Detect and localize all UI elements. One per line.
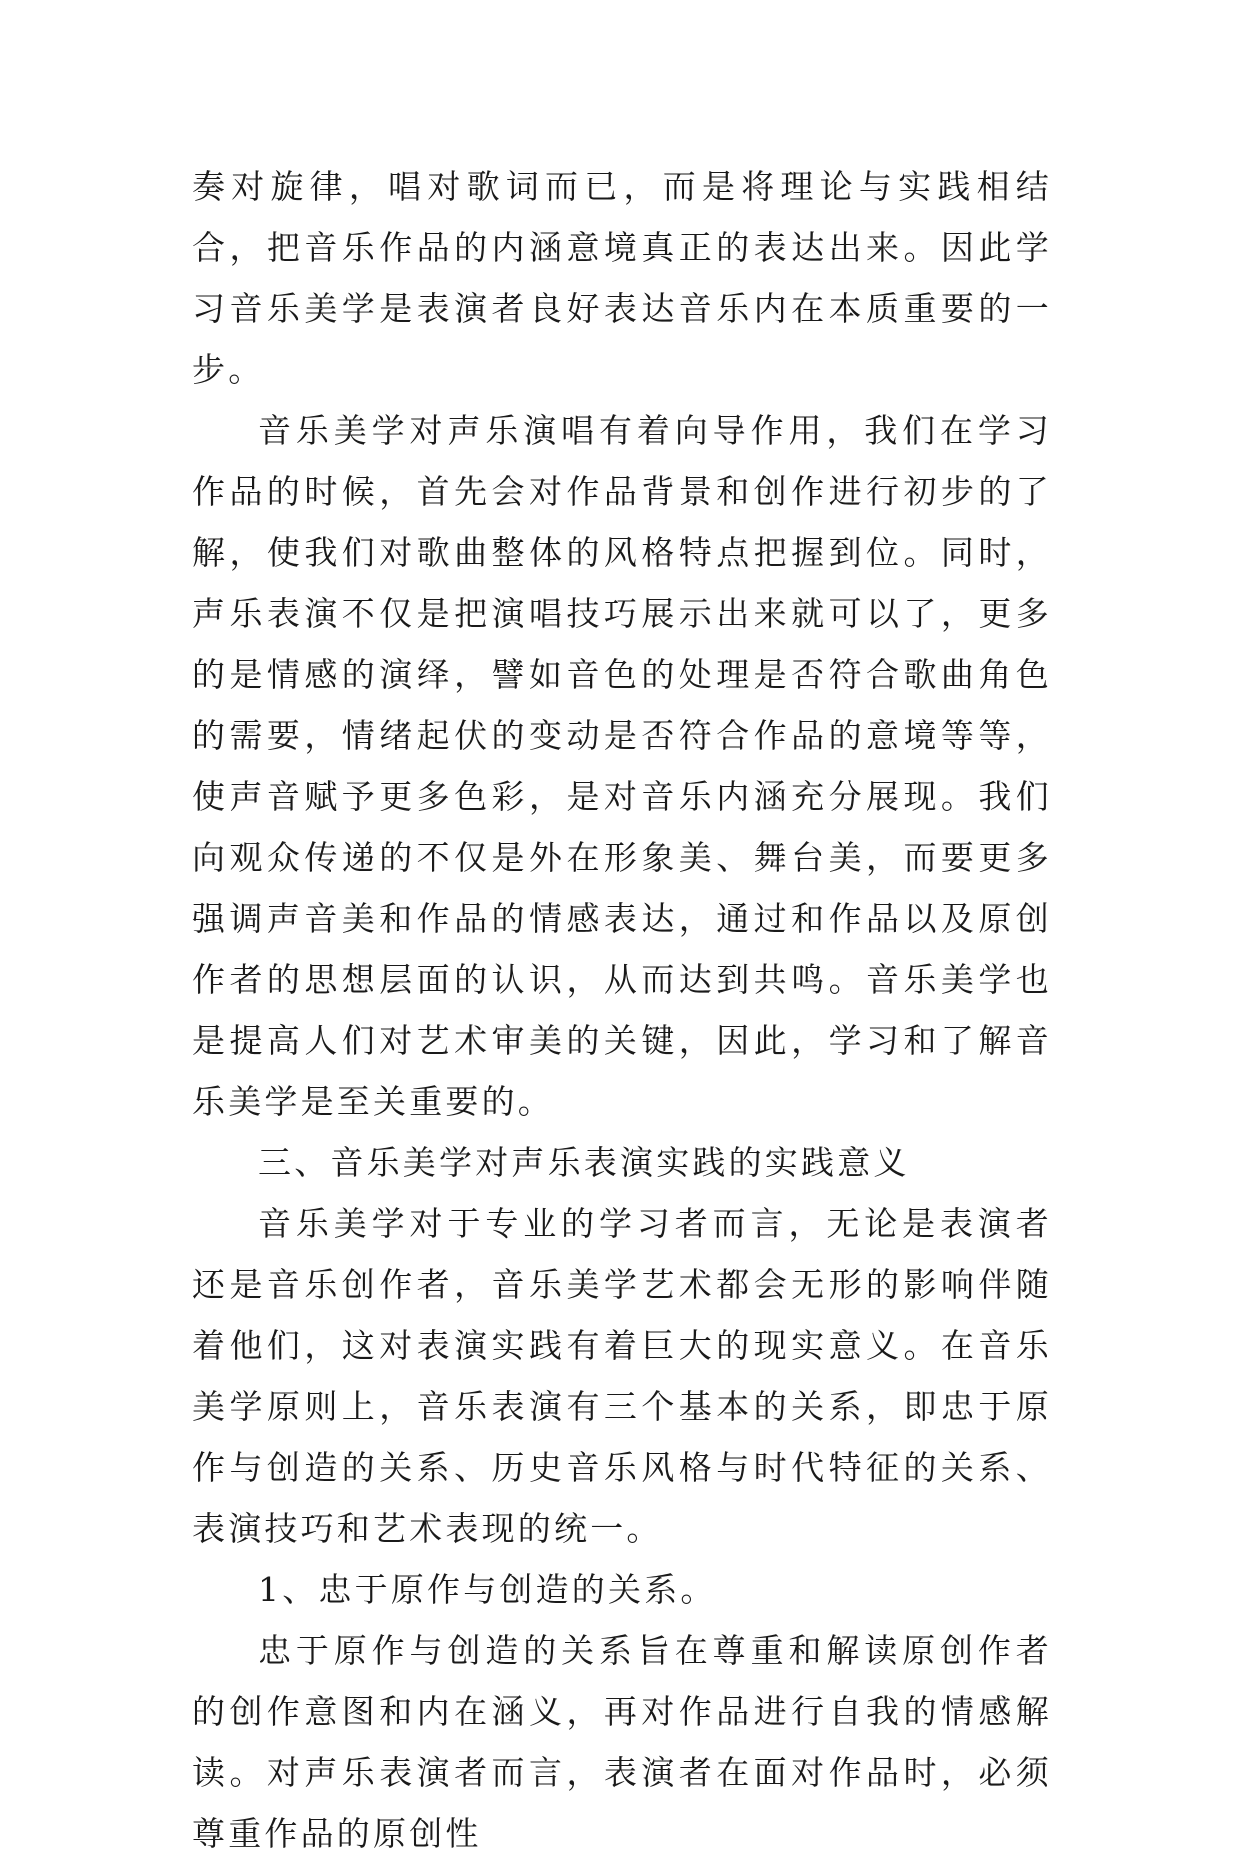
subsection-heading-1: 1、忠于原作与创造的关系。 [258,1570,717,1609]
document-body [192,156,1052,1864]
paragraph-continuation: 奏对旋律，唱对歌词而已，而是将理论与实践相结合，把音乐作品的内涵意境真正的表达出来。因此学习音乐美学是表演者良好表达音乐内在本质重要的一步。 [192,167,1052,389]
paragraph-practical-significance: 音乐美学对于专业的学习者而言，无论是表演者还是音乐创作者，音乐美学艺术都会无形的影响伴随着他们，这对表演实践有着巨大的现实意义。在音乐美学原则上，音乐表演有三个基本的关系，即忠于原作与创造的关系、历史音乐风格与时代特征的关系、表演技巧和艺术表现的统一。 [192,1204,1052,1548]
section-heading-3: 三、音乐美学对声乐表演实践的实践意义 [258,1143,910,1182]
paragraph-guidance-role: 音乐美学对声乐演唱有着向导作用，我们在学习作品的时候，首先会对作品背景和创作进行初步的了解，使我们对歌曲整体的风格特点把握到位。同时，声乐表演不仅是把演唱技巧展示出来就可以了，更多的是情感的演绎，譬如音色的处理是否符合歌曲角色的需要，情绪起伏的变动是否符合作品的意境等等，使声音赋予更多色彩，是对音乐内涵充分展现。我们向观众传递的不仅是外在形象美、舞台美，而要更多强调声音美和作品的情感表达，通过和作品以及原创作者的思想层面的认识，从而达到共鸣。音乐美学也是提高人们对艺术审美的关键，因此，学习和了解音乐美学是至关重要的。 [192,411,1052,1121]
paragraph-fidelity-creation: 忠于原作与创造的关系旨在尊重和解读原创作者的创作意图和内在涵义，再对作品进行自我的情感解读。对声乐表演者而言，表演者在面对作品时，必须尊重作品的原创性 [192,1631,1052,1853]
